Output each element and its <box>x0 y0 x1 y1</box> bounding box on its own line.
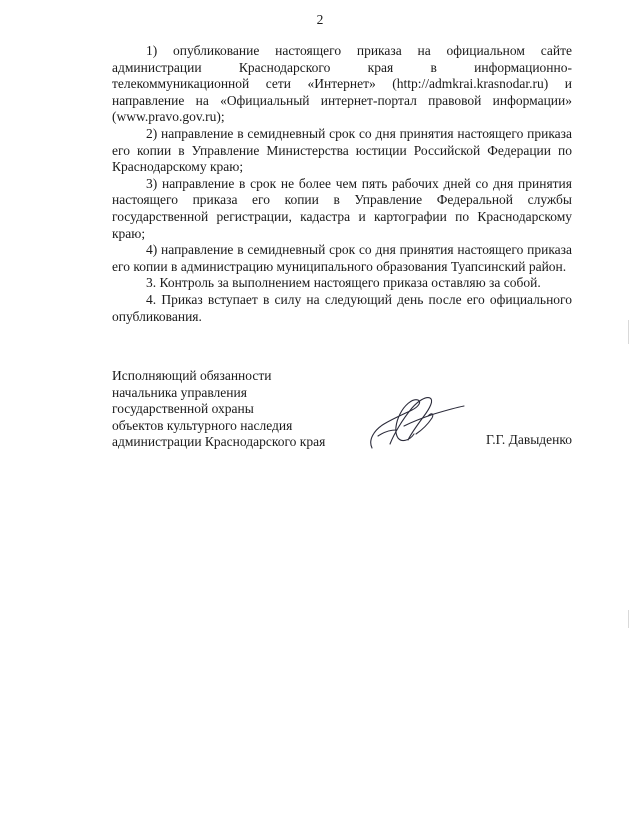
signatory-title-line: Исполняющий обязанности <box>112 368 272 383</box>
order-body <box>112 43 572 325</box>
page-number: 2 <box>316 12 324 27</box>
signatory-title-line: администрации Краснодарского края <box>112 434 326 450</box>
scan-edge-mark <box>628 320 629 344</box>
signatory-title-line: объектов культурного наследия <box>112 417 293 433</box>
scan-edge-mark <box>628 610 629 628</box>
paragraph-registry-service: 3) направление в срок не более чем пять рабочих дней со дня принятия настоящего приказа его копии в Управление Федеральной службы государственной регистрации, кадастра и картографии по Краснодарскому краю; <box>112 175 572 241</box>
paragraph-tuapse-administration: 4) направление в семидневный срок со дня принятия настоящего приказа его копии в администрацию муниципального образования Туапсинский район. <box>112 242 572 274</box>
paragraph-publication: 1) опубликование настоящего приказа на официальном сайте администрации Краснодарского края в информационно-телекоммуникационной сети «Интернет» (http://admkrai.krasnodar.ru) и направление на «Официальный интернет-портал правовой информации» (www.pravo.gov.ru); <box>112 43 572 125</box>
signatory-title-line: государственной охраны <box>112 401 254 417</box>
paragraph-justice-ministry: 2) направление в семидневный срок со дня принятия настоящего приказа его копии в Управление Министерства юстиции Российской Федерации по Краснодарскому краю; <box>112 125 572 175</box>
paragraph-entry-into-force: 4. Приказ вступает в силу на следующий день после его официального опубликования. <box>112 291 572 324</box>
signatory-title-line: начальника управления <box>112 384 247 400</box>
handwritten-signature <box>360 390 470 452</box>
signatory-name: Г.Г. Давыденко <box>485 432 572 447</box>
paragraph-control: 3. Контроль за выполнением настоящего приказа оставляю за собой. <box>146 275 541 291</box>
